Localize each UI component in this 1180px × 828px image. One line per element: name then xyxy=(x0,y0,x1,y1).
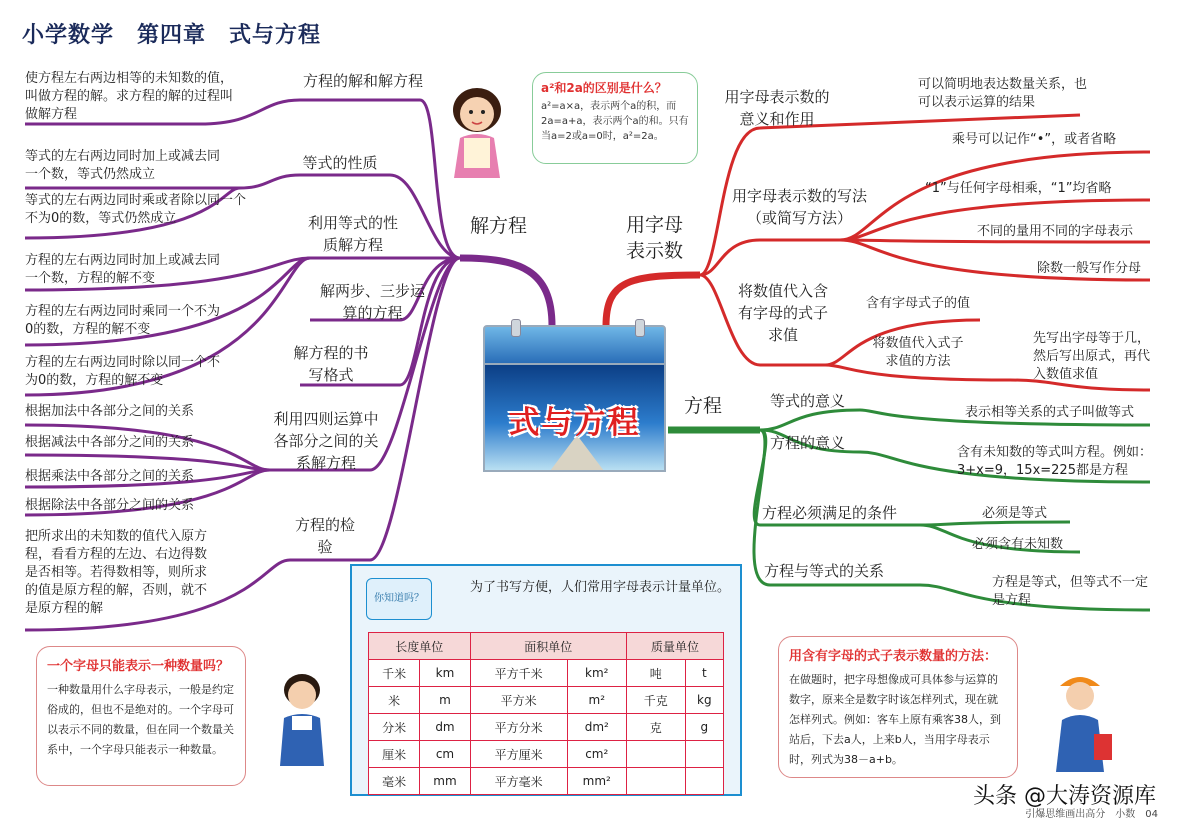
units-cell: 吨 xyxy=(626,660,685,687)
text-writing-2: “1”与任何字母相乘，“1”均省略 xyxy=(925,181,1112,196)
text-solution-def: 使方程左右两边相等的未知数的值，叫做方程的解。求方程的解的过程叫做解方程 xyxy=(25,71,234,122)
watermark: 头条 @大涛资源库 xyxy=(973,784,1156,809)
text-check: 把所求出的未知数的值代入原方程，看看方程的左边、右边得数是否相等。若得数相等，则所求的值是原方程的解，否则，就不是原方程的解 xyxy=(25,529,208,616)
text-fc-meaning: 含有未知数的等式叫方程。例如：3+x=9，15x=225都是方程 xyxy=(957,445,1153,478)
text-condition-1: 必须是等式 xyxy=(982,506,1048,521)
units-cell: km xyxy=(420,660,470,687)
binder-ring xyxy=(511,319,521,337)
units-header-row xyxy=(369,633,724,660)
units-row xyxy=(369,660,724,687)
tip-one-letter xyxy=(36,646,246,786)
units-cell: cm² xyxy=(567,741,626,768)
tip-top-body: a²=a×a，表示两个a的积，而2a=a+a，表示两个a的和。只有当a=2或a=0时，a²=2a。 xyxy=(541,101,689,142)
tip-right-body: 在做题时，把字母想像成可具体参与运算的数字，原来全是数字时该怎样列式，现在就怎样列式。例如：客车上原有乘客38人，到站后，下去a人，上来b人，当用字母表示时，列式为38－a+b。 xyxy=(789,673,1001,766)
header-area: 面积单位 xyxy=(470,633,626,660)
node-four-ops: 利用四则运算中各部分之间的关系解方程 xyxy=(273,410,379,472)
text-equality-prop-2: 等式的左右两边同时乘或者除以同一个不为0的数，等式仍然成立 xyxy=(25,193,247,226)
units-cell: m² xyxy=(567,687,626,714)
units-row xyxy=(369,741,724,768)
units-cell xyxy=(685,741,723,768)
units-cell: g xyxy=(685,714,723,741)
boy-illustration xyxy=(262,668,342,768)
header-length: 长度单位 xyxy=(369,633,471,660)
node-check: 方程的检验 xyxy=(295,516,356,556)
branch-letters-as-numbers: 用字母 表示数 xyxy=(626,214,684,262)
node-substitute: 将数值代入含有字母的式子求值 xyxy=(737,282,828,344)
text-four-ops-1: 根据加法中各部分之间的关系 xyxy=(25,404,195,419)
units-intro: 为了书写方便，人们常用字母表示计量单位。 xyxy=(470,580,731,595)
units-row xyxy=(369,687,724,714)
units-cell: mm xyxy=(420,768,470,795)
tip-left-title: 一个字母只能表示一种数量吗？ xyxy=(47,659,230,674)
units-cell: 平方千米 xyxy=(470,660,567,687)
node-solution-def: 方程的解和解方程 xyxy=(302,72,423,90)
units-cell: 克 xyxy=(626,714,685,741)
text-solve-prop-1: 方程的左右两边同时加上或减去同一个数，方程的解不变 xyxy=(25,253,221,286)
text-letters-meaning: 可以简明地表达数量关系，也可以表示运算的结果 xyxy=(918,77,1088,110)
node-fc-meaning: 方程的意义 xyxy=(770,434,846,452)
units-cell: 厘米 xyxy=(369,741,420,768)
text-writing-3: 不同的量用不同的字母表示 xyxy=(977,224,1134,239)
text-four-ops-3: 根据乘法中各部分之间的关系 xyxy=(25,469,195,484)
units-cell: t xyxy=(685,660,723,687)
center-image xyxy=(483,363,666,472)
page-title: 小学数学 第四章 式与方程 xyxy=(22,23,322,48)
units-cell: 平方毫米 xyxy=(470,768,567,795)
branch-solve-equation: 解方程 xyxy=(470,215,528,237)
tip-square-vs-double xyxy=(532,72,698,164)
units-cell: 千克 xyxy=(626,687,685,714)
units-cell: 平方分米 xyxy=(470,714,567,741)
node-relation: 方程与等式的关系 xyxy=(764,562,885,580)
worker-illustration xyxy=(1040,664,1120,774)
text-condition-2: 必须含有未知数 xyxy=(972,537,1064,552)
units-row xyxy=(369,714,724,741)
units-cell: 平方厘米 xyxy=(470,741,567,768)
center-header-bar xyxy=(483,325,666,365)
center-label: 式与方程 xyxy=(508,405,641,441)
did-you-know-badge: 你知道吗？ xyxy=(374,593,424,604)
text-substitute-1: 含有字母式子的值 xyxy=(866,296,971,311)
text-relation: 方程是等式，但等式不一定是方程 xyxy=(992,575,1149,608)
text-writing-1: 乘号可以记作“•”，或者省略 xyxy=(952,132,1117,147)
book-icon xyxy=(366,578,432,620)
units-cell: kg xyxy=(685,687,723,714)
text-writing-4: 除数一般写作分母 xyxy=(1037,261,1142,276)
girl-illustration xyxy=(432,80,522,180)
units-table-body xyxy=(369,660,724,795)
node-solve-by-props: 利用等式的性质解方程 xyxy=(308,214,399,254)
node-letters-meaning: 用字母表示数的意义和作用 xyxy=(724,88,830,128)
text-solve-prop-2: 方程的左右两边同时乘同一个不为0的数，方程的解不变 xyxy=(25,304,221,337)
tip-right-title: 用含有字母的式子表示数量的方法： xyxy=(789,649,998,664)
tip-left-body: 一种数量用什么字母表示，一般是约定俗成的，但也不是绝对的。一个字母可以表示不同的数量，但在同一个数量关系中，一个字母只能表示一种数量。 xyxy=(47,683,234,756)
units-cell xyxy=(626,768,685,795)
text-solve-prop-3: 方程的左右两边同时除以同一个不为0的数，方程的解不变 xyxy=(25,355,221,388)
units-table xyxy=(368,632,724,795)
node-writing-format: 解方程的书写格式 xyxy=(293,344,369,384)
units-cell: m xyxy=(420,687,470,714)
center-topic xyxy=(483,325,666,472)
units-cell: 千米 xyxy=(369,660,420,687)
branch-equation: 方程 xyxy=(684,395,723,417)
node-conditions: 方程必须满足的条件 xyxy=(762,504,898,522)
text-eq-meaning: 表示相等关系的式子叫做等式 xyxy=(965,405,1135,420)
units-cell xyxy=(685,768,723,795)
binder-ring xyxy=(635,319,645,337)
tip-top-title: a²和2a的区别是什么？ xyxy=(541,81,667,95)
units-cell: cm xyxy=(420,741,470,768)
text-equality-prop-1: 等式的左右两边同时加上或减去同一个数，等式仍然成立 xyxy=(25,149,221,182)
node-equality-props: 等式的性质 xyxy=(302,154,378,172)
units-cell: mm² xyxy=(567,768,626,795)
text-substitute-method: 先写出字母等于几，然后写出原式，再代入数值求值 xyxy=(1033,331,1151,382)
units-cell: 米 xyxy=(369,687,420,714)
units-cell: 分米 xyxy=(369,714,420,741)
units-cell: dm xyxy=(420,714,470,741)
units-cell: 平方米 xyxy=(470,687,567,714)
text-four-ops-2: 根据减法中各部分之间的关系 xyxy=(25,435,195,450)
units-info-box xyxy=(350,564,742,796)
node-letters-writing: 用字母表示数的写法（或简写方法） xyxy=(731,187,867,227)
text-four-ops-4: 根据除法中各部分之间的关系 xyxy=(25,498,195,513)
units-row xyxy=(369,768,724,795)
page-footer: 引爆思维画出高分 小数 04 xyxy=(1025,809,1158,820)
text-substitute-2: 将数值代入式子求值的方法 xyxy=(872,336,964,369)
units-cell: dm² xyxy=(567,714,626,741)
tip-expression-method xyxy=(778,636,1018,778)
units-cell: km² xyxy=(567,660,626,687)
units-cell xyxy=(626,741,685,768)
header-mass: 质量单位 xyxy=(626,633,723,660)
node-eq-meaning: 等式的意义 xyxy=(770,392,846,410)
units-cell: 毫米 xyxy=(369,768,420,795)
node-two-three-step: 解两步、三步运算的方程 xyxy=(319,282,425,322)
